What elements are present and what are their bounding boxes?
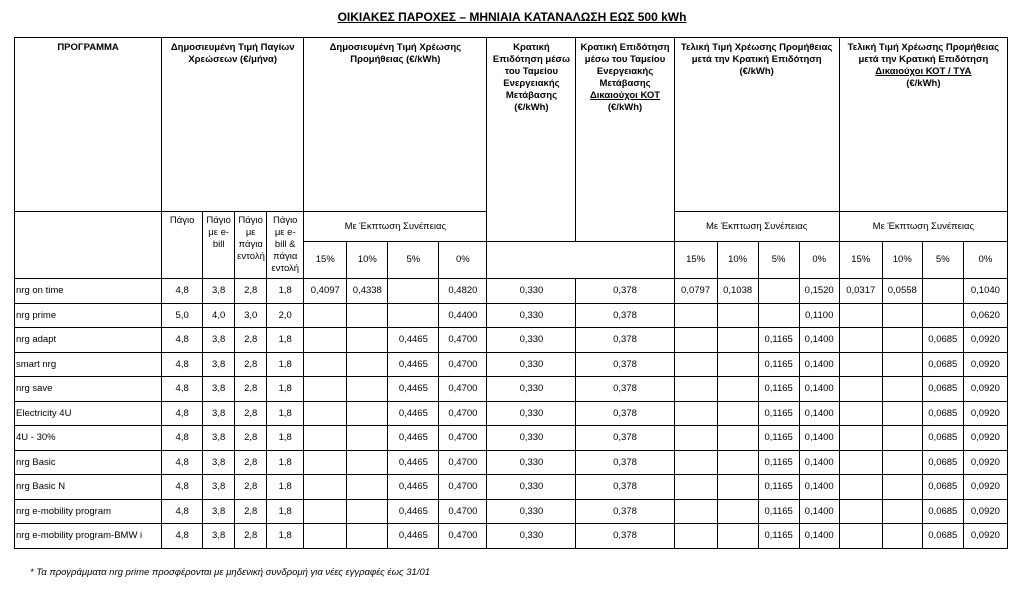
table-cell: 0,4700 [439,475,487,500]
table-cell: 2,8 [235,279,267,304]
program-name: nrg adapt [15,328,162,353]
table-cell: 0,0920 [963,499,1007,524]
program-name: nrg Basic [15,450,162,475]
table-row [15,401,1008,426]
table-row [15,377,1008,402]
table-cell [347,450,388,475]
table-cell: 2,8 [235,377,267,402]
table-cell: 0,0920 [963,328,1007,353]
table-cell: 4,8 [162,524,203,549]
table-cell: 1,8 [267,377,304,402]
table-cell: 0,330 [487,377,576,402]
table-cell [347,426,388,451]
table-cell: 2,8 [235,401,267,426]
table-cell [839,328,882,353]
table-cell [674,352,717,377]
table-cell: 0,1165 [758,499,799,524]
table-cell: 0,4465 [388,401,439,426]
table-cell: 0,1165 [758,524,799,549]
table-cell: 0,0920 [963,401,1007,426]
table-cell: 0,1400 [799,352,839,377]
table-cell: 3,8 [203,279,235,304]
table-cell: 0,0920 [963,377,1007,402]
table-cell: 0,378 [576,352,674,377]
page-title: ΟΙΚΙΑΚΕΣ ΠΑΡΟΧΕΣ – ΜΗΝΙΑΙΑ ΚΑΤΑΝΑΛΩΣΗ ΕΩΣ 500 kWh [337,10,687,24]
table-cell: 0,4465 [388,328,439,353]
table-cell [304,475,347,500]
table-cell: 0,4700 [439,426,487,451]
table-row [15,352,1008,377]
header-subsidy: Κρατική Επιδότηση μέσω του Ταμείου Ενεργειακής Μετάβασης (€/kWh) [487,38,576,242]
table-cell: 3,8 [203,426,235,451]
table-cell [839,475,882,500]
table-cell: 4,8 [162,499,203,524]
table-cell: 1,8 [267,401,304,426]
table-cell: 0,330 [487,352,576,377]
table-cell: 0,4338 [347,279,388,304]
table-cell: 0,0685 [922,524,963,549]
table-cell [388,279,439,304]
header-final-kot-0: 0% [963,242,1007,279]
table-cell: 0,0685 [922,328,963,353]
table-cell: 1,8 [267,499,304,524]
table-cell: 0,330 [487,303,576,328]
table-cell: 5,0 [162,303,203,328]
table-cell: 2,8 [235,352,267,377]
table-cell [347,401,388,426]
header-final-10: 10% [717,242,758,279]
table-cell: 0,1040 [963,279,1007,304]
table-cell [839,377,882,402]
table-cell: 0,0685 [922,352,963,377]
table-cell [347,303,388,328]
table-row [15,426,1008,451]
table-cell: 0,378 [576,279,674,304]
table-cell [882,401,922,426]
table-cell: 0,1400 [799,475,839,500]
table-cell [674,377,717,402]
table-cell [717,377,758,402]
header-fixed: Δημοσιευμένη Τιμή Παγίων Χρεώσεων (€/μήνα) [162,38,304,212]
table-cell: 0,0558 [882,279,922,304]
table-cell: 3,8 [203,352,235,377]
table-cell: 0,0685 [922,450,963,475]
table-cell [922,303,963,328]
table-cell: 4,0 [203,303,235,328]
table-cell [882,524,922,549]
table-cell [717,401,758,426]
table-cell [717,499,758,524]
table-cell [717,328,758,353]
tariff-table [14,37,1008,549]
table-cell [674,450,717,475]
table-cell: 0,4700 [439,450,487,475]
table-cell: 0,1520 [799,279,839,304]
table-cell: 0,378 [576,499,674,524]
table-cell: 0,4700 [439,499,487,524]
table-cell: 0,0920 [963,475,1007,500]
header-supply-5: 5% [388,242,439,279]
table-cell: 0,0920 [963,524,1007,549]
final-kot-unit: (€/kWh) [906,78,941,89]
header-final-kot-discount: Με Έκπτωση Συνέπειας [839,212,1007,242]
header-final-15: 15% [674,242,717,279]
table-cell: 0,0797 [674,279,717,304]
table-cell: 0,0685 [922,426,963,451]
header-supply: Δημοσιευμένη Τιμή Χρέωσης Προμήθειας (€/kWh) [304,38,487,212]
header-program-blank [15,212,162,279]
table-cell: 2,8 [235,328,267,353]
table-row [15,279,1008,304]
table-cell: 0,1165 [758,426,799,451]
table-cell [347,475,388,500]
table-cell: 3,8 [203,524,235,549]
table-cell: 3,8 [203,450,235,475]
subsidy-kot-unit: (€/kWh) [607,102,643,113]
header-supply-discount: Με Έκπτωση Συνέπειας [304,212,487,242]
table-cell [717,524,758,549]
table-cell: 0,330 [487,524,576,549]
table-row [15,328,1008,353]
table-cell [717,303,758,328]
table-cell: 0,378 [576,303,674,328]
table-cell: 2,8 [235,475,267,500]
table-cell: 0,1400 [799,450,839,475]
table-cell [347,524,388,549]
header-subsidy-blank [487,242,674,279]
table-cell [304,328,347,353]
header-final-kot-10: 10% [882,242,922,279]
table-cell: 0,1400 [799,377,839,402]
table-cell [758,279,799,304]
table-cell [304,352,347,377]
table-cell [839,524,882,549]
table-cell: 0,0685 [922,499,963,524]
header-program: ΠΡΟΓΡΑΜΜΑ [15,38,162,212]
table-cell: 1,8 [267,426,304,451]
table-cell [304,499,347,524]
table-cell: 1,8 [267,279,304,304]
table-cell: 0,4700 [439,328,487,353]
table-cell: 0,4465 [388,426,439,451]
table-cell: 1,8 [267,475,304,500]
table-cell: 0,1165 [758,352,799,377]
table-cell: 0,1400 [799,426,839,451]
table-cell [347,328,388,353]
table-cell [882,352,922,377]
table-cell: 0,4700 [439,524,487,549]
table-cell: 0,378 [576,475,674,500]
table-cell [922,279,963,304]
table-cell [882,475,922,500]
table-cell [674,475,717,500]
table-cell: 3,0 [235,303,267,328]
table-cell: 0,0620 [963,303,1007,328]
table-cell: 4,8 [162,401,203,426]
header-final: Τελική Τιμή Χρέωσης Προμήθειας μετά την Κρατική Επιδότηση (€/kWh) [674,38,839,212]
subsidy-kot-text: Κρατική Επιδότηση μέσω του Ταμείου Ενεργειακής Μετάβασης [580,42,670,89]
table-cell: 0,1400 [799,401,839,426]
header-supply-10: 10% [347,242,388,279]
table-cell: 1,8 [267,524,304,549]
table-cell [882,499,922,524]
table-cell: 0,378 [576,328,674,353]
table-cell [674,524,717,549]
table-cell [304,401,347,426]
table-cell: 4,8 [162,279,203,304]
table-cell [304,303,347,328]
table-cell: 0,4465 [388,450,439,475]
final-kot-beneficiaries: Δικαιούχοι ΚΟΤ / ΤΥΑ [875,66,972,77]
header-final-5: 5% [758,242,799,279]
table-cell [839,499,882,524]
table-cell: 0,330 [487,328,576,353]
program-name: smart nrg [15,352,162,377]
table-cell: 0,378 [576,524,674,549]
table-cell [304,426,347,451]
table-cell [839,303,882,328]
program-name: nrg save [15,377,162,402]
table-cell [674,426,717,451]
table-cell: 3,8 [203,328,235,353]
table-cell [717,352,758,377]
table-cell: 4,8 [162,450,203,475]
table-cell: 0,4700 [439,352,487,377]
table-row [15,303,1008,328]
table-cell: 3,8 [203,499,235,524]
table-cell [839,401,882,426]
table-cell: 0,1165 [758,328,799,353]
table-cell: 0,4465 [388,524,439,549]
header-pagio-ebill: Πάγιο με e-bill [203,212,235,279]
header-supply-15: 15% [304,242,347,279]
table-cell: 1,8 [267,352,304,377]
table-cell: 2,8 [235,524,267,549]
header-final-kot [839,38,1007,212]
table-cell: 0,330 [487,426,576,451]
table-cell: 0,1038 [717,279,758,304]
table-cell [674,303,717,328]
table-cell: 0,4400 [439,303,487,328]
table-cell [304,524,347,549]
header-pagio-entoli: Πάγιο με πάγια εντολή [235,212,267,279]
table-cell: 0,1165 [758,377,799,402]
header-final-0: 0% [799,242,839,279]
table-row [15,524,1008,549]
table-cell: 0,4097 [304,279,347,304]
table-cell: 0,378 [576,401,674,426]
table-cell [674,499,717,524]
table-cell: 4,8 [162,377,203,402]
table-cell: 0,1165 [758,475,799,500]
program-name: nrg Basic N [15,475,162,500]
table-cell: 0,378 [576,450,674,475]
footnote: * Τα προγράμματα nrg prime προσφέρονται με μηδενική συνδρομή για νέες εγγραφές έως 31/01 [30,567,431,578]
table-cell: 1,8 [267,450,304,475]
table-row [15,499,1008,524]
table-cell [758,303,799,328]
table-cell [839,450,882,475]
table-cell: 4,8 [162,352,203,377]
table-cell: 1,8 [267,328,304,353]
header-pagio-both: Πάγιο με e-bill & πάγια εντολή [267,212,304,279]
table-cell [717,426,758,451]
final-kot-text: Τελική Τιμή Χρέωσης Προμήθειας μετά την Κρατική Επιδότηση [847,42,1000,65]
table-cell: 0,1400 [799,499,839,524]
table-cell: 2,8 [235,426,267,451]
table-cell: 0,4465 [388,377,439,402]
header-supply-0: 0% [439,242,487,279]
header-final-kot-15: 15% [839,242,882,279]
subsidy-kot-beneficiaries: Δικαιούχοι ΚΟΤ [589,90,661,101]
program-name: 4U - 30% [15,426,162,451]
table-row [15,450,1008,475]
table-cell: 0,1400 [799,328,839,353]
program-name: nrg e-mobility program [15,499,162,524]
program-name: nrg e-mobility program-BMW i [15,524,162,549]
table-cell: 0,4465 [388,352,439,377]
table-cell [388,303,439,328]
table-cell [839,352,882,377]
table-cell [882,377,922,402]
table-cell [882,303,922,328]
table-cell: 0,4820 [439,279,487,304]
table-cell: 0,378 [576,377,674,402]
table-cell: 4,8 [162,426,203,451]
table-cell [882,328,922,353]
table-cell [674,401,717,426]
table-cell: 0,4700 [439,377,487,402]
table-cell [304,377,347,402]
table-body [15,279,1008,549]
table-cell: 4,8 [162,328,203,353]
table-cell: 0,1165 [758,401,799,426]
table-cell: 0,0920 [963,352,1007,377]
table-cell [717,475,758,500]
table-cell: 0,4465 [388,499,439,524]
table-cell: 0,330 [487,499,576,524]
table-cell [347,352,388,377]
table-cell: 0,330 [487,450,576,475]
table-cell: 2,8 [235,499,267,524]
table-cell [674,328,717,353]
table-cell: 2,8 [235,450,267,475]
table-cell [304,450,347,475]
table-cell: 0,0685 [922,401,963,426]
table-cell: 0,1100 [799,303,839,328]
table-cell: 0,0920 [963,426,1007,451]
table-cell: 0,330 [487,475,576,500]
header-pagio: Πάγιο [162,212,203,279]
header-subsidy-kot [576,38,674,242]
table-cell: 0,4465 [388,475,439,500]
table-cell: 0,1400 [799,524,839,549]
table-cell: 0,330 [487,401,576,426]
table-cell [347,377,388,402]
table-cell: 4,8 [162,475,203,500]
table-cell: 0,0920 [963,450,1007,475]
table-cell: 0,330 [487,279,576,304]
program-name: nrg prime [15,303,162,328]
program-name: nrg on time [15,279,162,304]
table-cell [839,426,882,451]
header-final-kot-5: 5% [922,242,963,279]
table-cell: 3,8 [203,377,235,402]
table-cell: 0,1165 [758,450,799,475]
table-cell [717,450,758,475]
table-cell: 0,0317 [839,279,882,304]
table-cell: 0,0685 [922,377,963,402]
table-cell [347,499,388,524]
table-cell: 0,378 [576,426,674,451]
header-final-discount: Με Έκπτωση Συνέπειας [674,212,839,242]
program-name: Electricity 4U [15,401,162,426]
table-cell [882,450,922,475]
table-cell: 2,0 [267,303,304,328]
table-cell: 0,0685 [922,475,963,500]
table-cell: 0,4700 [439,401,487,426]
table-cell: 3,8 [203,401,235,426]
table-row [15,475,1008,500]
table-cell [882,426,922,451]
table-cell: 3,8 [203,475,235,500]
